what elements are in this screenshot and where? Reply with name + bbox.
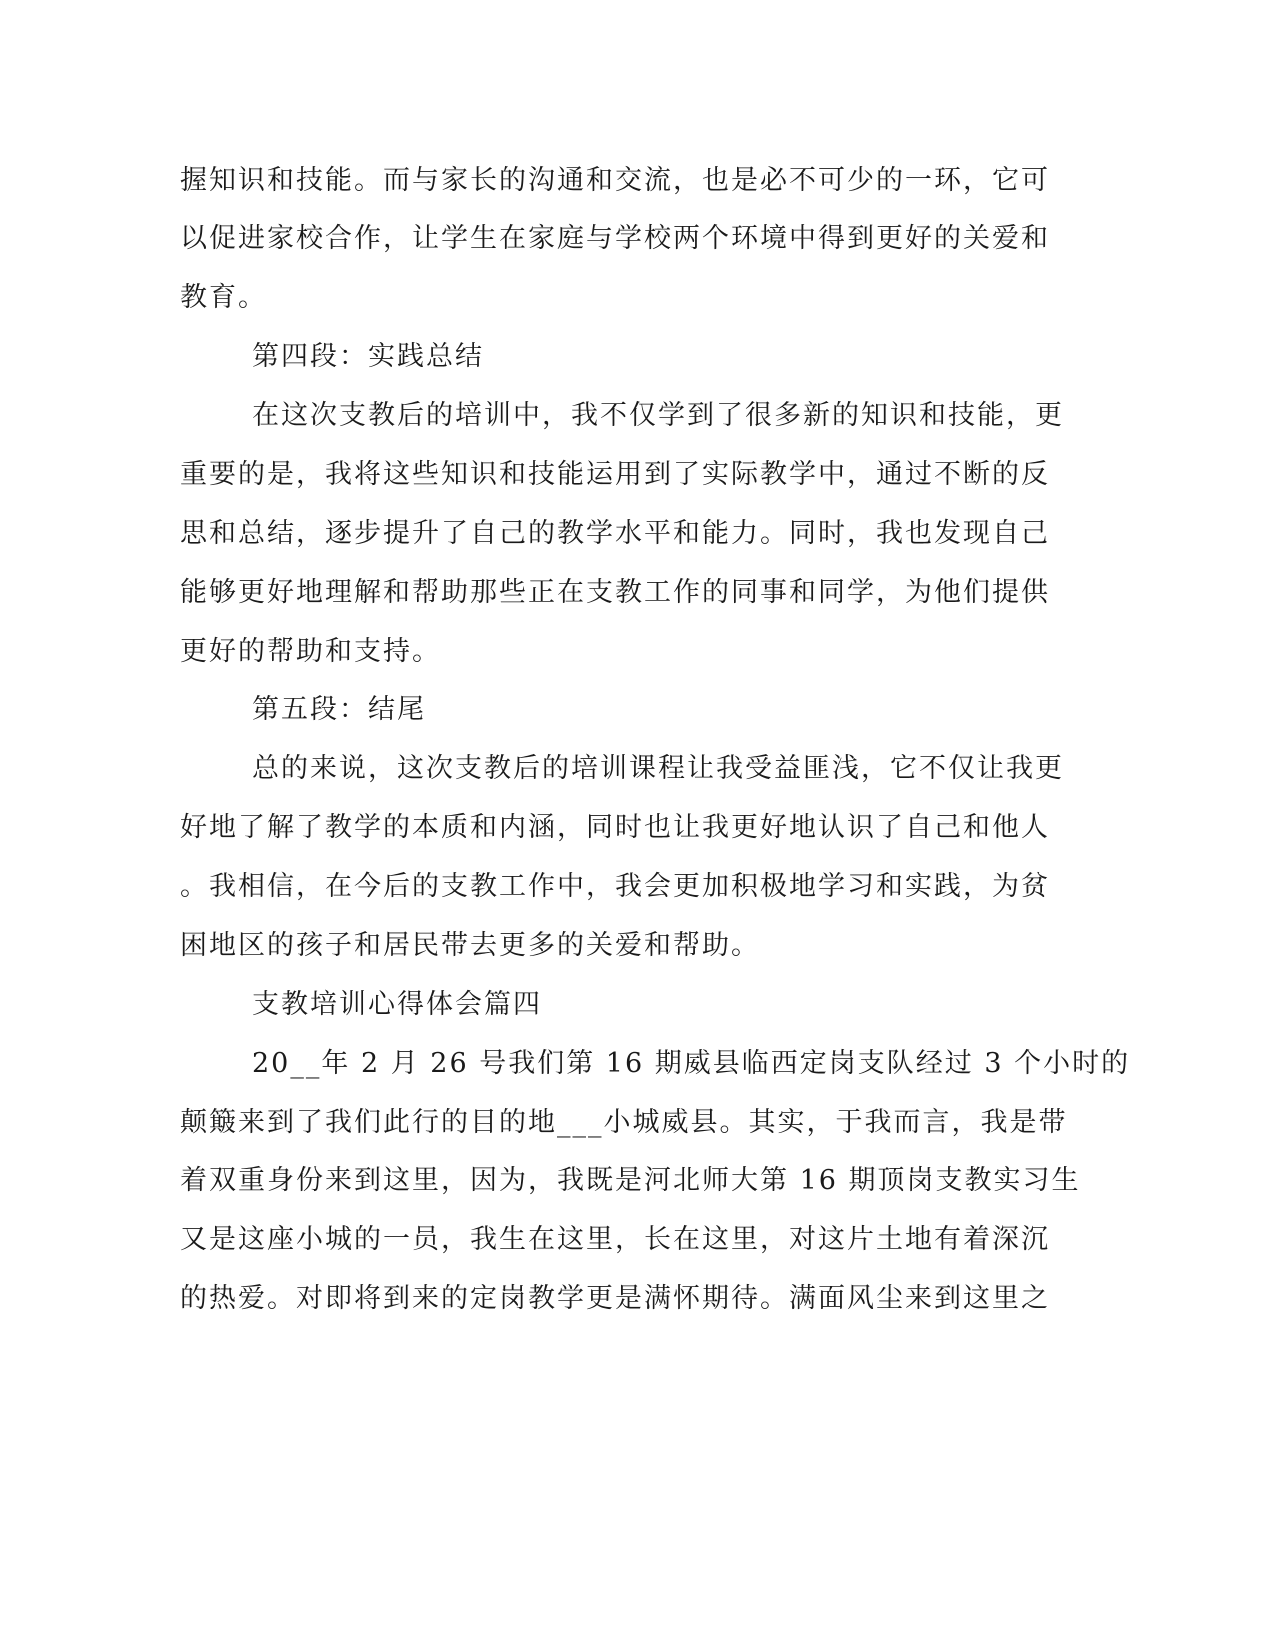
text-line: 握知识和技能。而与家长的沟通和交流，也是必不可少的一环，它可 <box>180 165 1050 196</box>
text-line: 的热爱。对即将到来的定岗教学更是满怀期待。满面风尘来到这里之 <box>180 1283 1050 1314</box>
text-line: 在这次支教后的培训中，我不仅学到了很多新的知识和技能，更 <box>252 400 1064 431</box>
text-line: 以促进家校合作，让学生在家庭与学校两个环境中得到更好的关爱和 <box>180 223 1050 254</box>
text-line: 又是这座小城的一员，我生在这里，长在这里，对这片土地有着深沉 <box>180 1224 1050 1255</box>
text-line: 更好的帮助和支持。 <box>180 636 441 667</box>
text-line: 重要的是，我将这些知识和技能运用到了实际教学中，通过不断的反 <box>180 459 1050 490</box>
text-line: 困地区的孩子和居民带去更多的关爱和帮助。 <box>180 930 760 961</box>
section-heading: 第五段：结尾 <box>252 694 426 725</box>
text-line: 总的来说，这次支教后的培训课程让我受益匪浅，它不仅让我更 <box>252 753 1064 784</box>
text-line: 能够更好地理解和帮助那些正在支教工作的同事和同学，为他们提供 <box>180 577 1050 608</box>
text-line: 。我相信，在今后的支教工作中，我会更加积极地学习和实践，为贫 <box>180 871 1050 902</box>
text-line: 颠簸来到了我们此行的目的地___小城威县。其实，于我而言，我是带 <box>180 1107 1068 1138</box>
text-line: 着双重身份来到这里，因为，我既是河北师大第 16 期顶岗支教实习生 <box>180 1165 1081 1196</box>
section-heading: 第四段：实践总结 <box>252 341 484 372</box>
text-line: 思和总结，逐步提升了自己的教学水平和能力。同时，我也发现自己 <box>180 518 1050 549</box>
text-line: 教育。 <box>180 282 267 313</box>
section-heading: 支教培训心得体会篇四 <box>252 989 542 1020</box>
text-line: 20__年 2 月 26 号我们第 16 期威县临西定岗支队经过 3 个小时的 <box>252 1048 1131 1079</box>
text-line: 好地了解了教学的本质和内涵，同时也让我更好地认识了自己和他人 <box>180 812 1050 843</box>
